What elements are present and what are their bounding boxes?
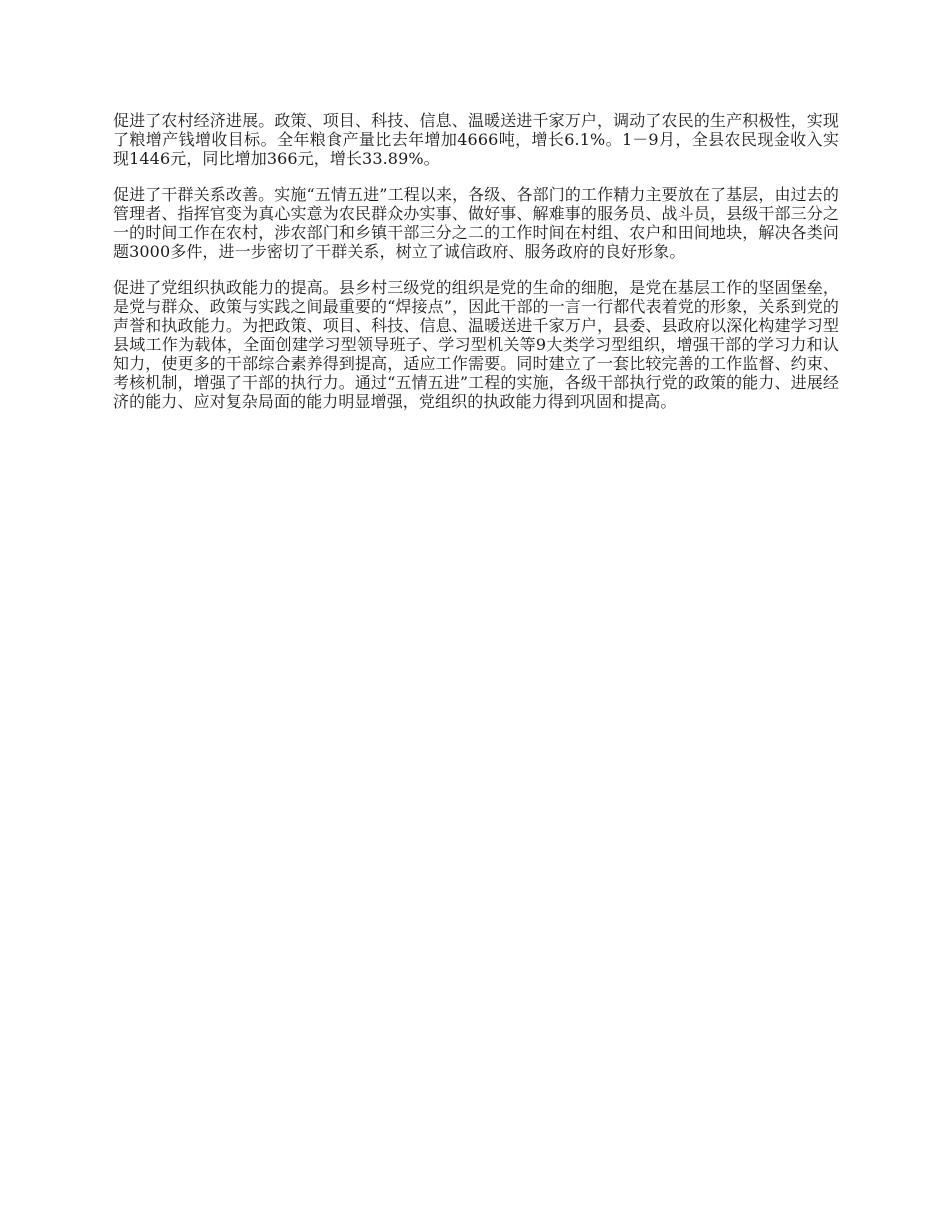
document-body (113, 111, 839, 428)
paragraph-rural-economy: 促进了农村经济进展。政策、项目、科技、信息、温暖送进千家万户，调动了农民的生产积极性，实现了粮增产钱增收目标。全年粮食产量比去年增加4666吨，增长6.1%。1－9月，全县农民现金收入实现1446元，同比增加366元，增长33.89%。 (113, 111, 839, 168)
paragraph-cadre-relations: 促进了干群关系改善。实施“五情五进”工程以来，各级、各部门的工作精力主要放在了基层，由过去的管理者、指挥官变为真心实意为农民群众办实事、做好事、解难事的服务员、战斗员，县级干部三分之一的时间工作在农村，涉农部门和乡镇干部三分之二的工作时间在村组、农户和田间地块，解决各类问题3000多件，进一步密切了干群关系，树立了诚信政府、服务政府的良好形象。 (113, 185, 839, 261)
paragraph-party-capacity: 促进了党组织执政能力的提高。县乡村三级党的组织是党的生命的细胞，是党在基层工作的坚固堡垒，是党与群众、政策与实践之间最重要的“焊接点”，因此干部的一言一行都代表着党的形象，关系到党的声誉和执政能力。为把政策、项目、科技、信息、温暖送进千家万户，县委、县政府以深化构建学习型县域工作为载体，全面创建学习型领导班子、学习型机关等9大类学习型组织，增强干部的学习力和认知力，使更多的干部综合素养得到提高，适应工作需要。同时建立了一套比较完善的工作监督、约束、考核机制，增强了干部的执行力。通过“五情五进”工程的实施，各级干部执行党的政策的能力、进展经济的能力、应对复杂局面的能力明显增强，党组织的执政能力得到巩固和提高。 (113, 278, 839, 411)
